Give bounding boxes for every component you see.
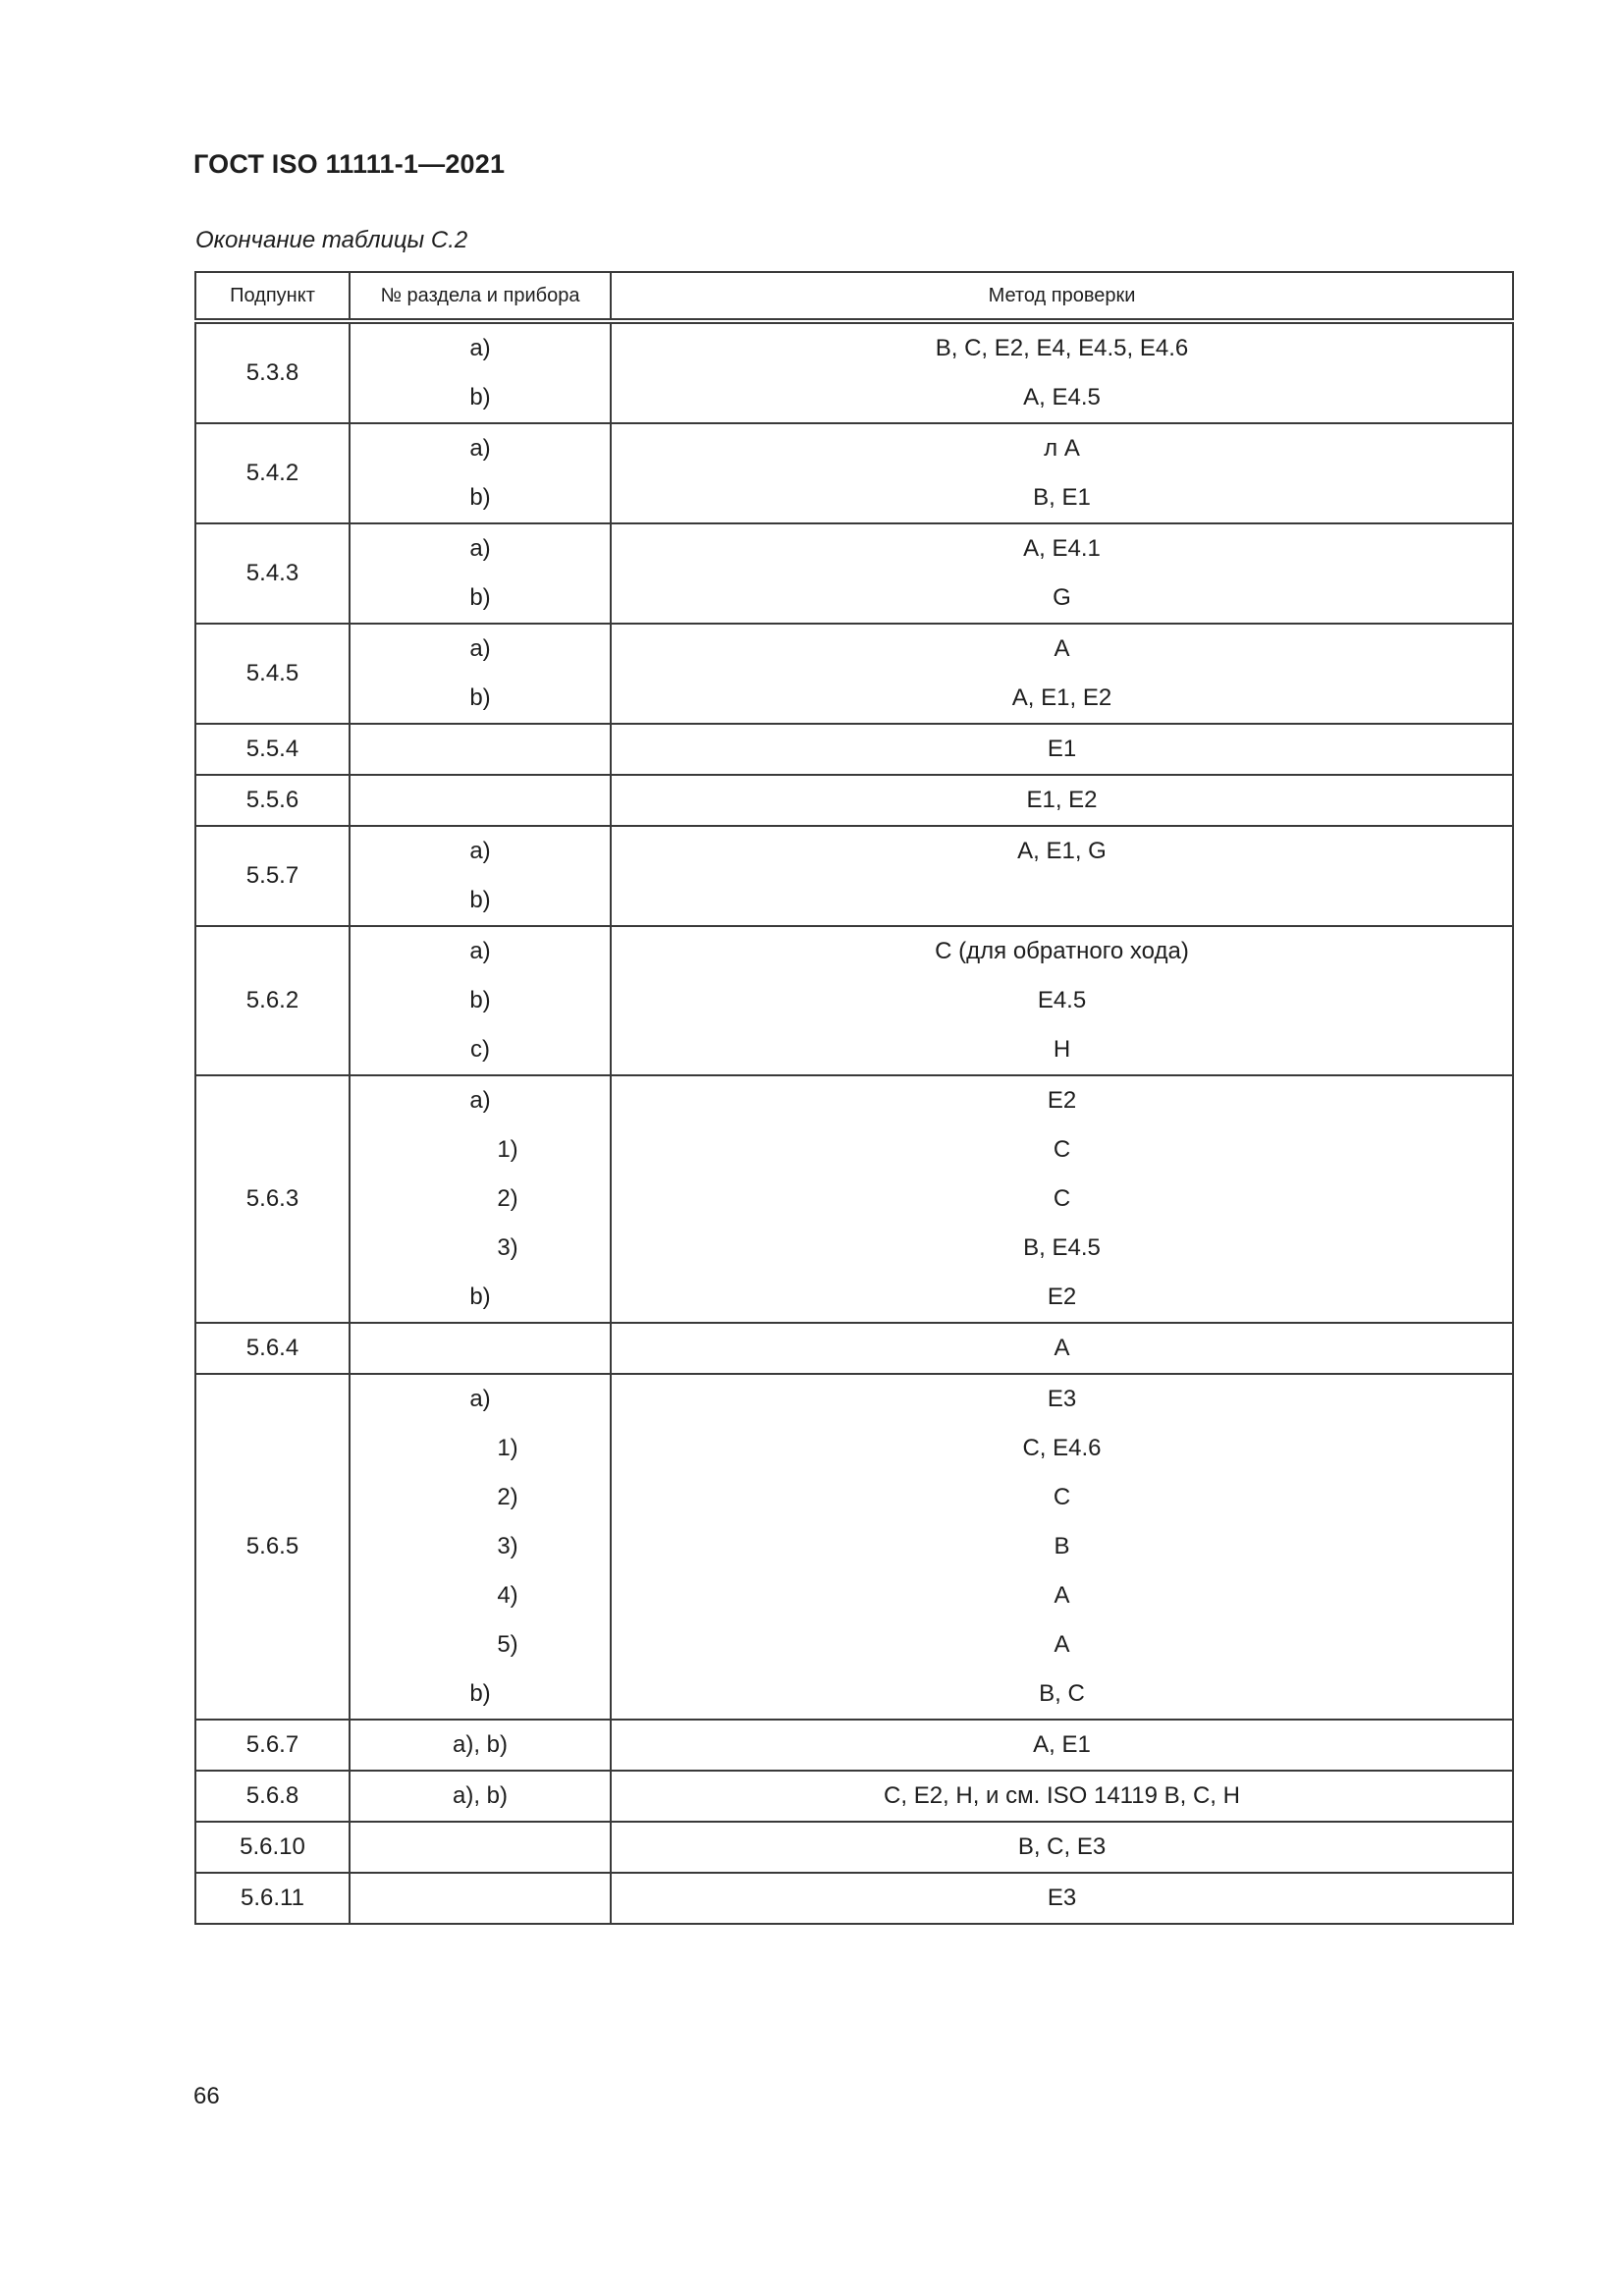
test-method-label: A, E1 — [1033, 1731, 1091, 1758]
test-method-label: C — [1053, 1136, 1071, 1163]
subclause-cell: 5.6.7 — [195, 1720, 350, 1771]
page-number: 66 — [193, 2083, 220, 2109]
section-device-label: b) — [469, 1284, 491, 1310]
section-device-label: 4) — [497, 1582, 518, 1609]
subclause-cell: 5.6.11 — [195, 1873, 350, 1924]
section-device-cell — [350, 826, 611, 926]
section-device-label — [351, 725, 610, 774]
section-device-label — [351, 1874, 610, 1923]
section-device-cell — [350, 1374, 611, 1720]
subclause-cell: 5.4.5 — [195, 624, 350, 724]
section-device-label: 5) — [497, 1631, 518, 1658]
section-device-cell — [350, 1822, 611, 1873]
section-device-cell — [350, 321, 611, 423]
section-device-label: a) — [469, 938, 491, 964]
verification-methods-table — [194, 271, 1514, 1925]
test-method-label: E4.5 — [1037, 987, 1087, 1013]
test-method-label: л А — [1044, 435, 1080, 462]
section-device-label: 1) — [497, 1435, 518, 1461]
test-method-label: G — [1053, 584, 1071, 611]
test-method-label: C, E2, H, и см. ISO 14119 B, C, H — [884, 1782, 1240, 1809]
table-header-row — [195, 272, 1513, 321]
section-device-label: a) — [469, 635, 491, 662]
test-method-label: A — [1054, 635, 1070, 662]
table-row — [195, 1771, 1513, 1822]
section-device-label: b) — [469, 1680, 491, 1707]
test-method-label: C (для обратного хода) — [935, 938, 1189, 964]
section-device-label: a), b) — [452, 1782, 508, 1809]
test-method-label: C — [1053, 1185, 1071, 1212]
table-row — [195, 1075, 1513, 1323]
section-device-label: a) — [469, 435, 491, 462]
subclause-cell: 5.5.4 — [195, 724, 350, 775]
section-device-label: b) — [469, 684, 491, 711]
test-method-cell — [611, 724, 1513, 775]
section-device-label — [351, 776, 610, 825]
section-device-label: b) — [469, 484, 491, 511]
test-method-label: B, E1 — [1033, 484, 1091, 511]
test-method-cell — [611, 423, 1513, 523]
subclause-cell: 5.6.3 — [195, 1075, 350, 1323]
table-row — [195, 926, 1513, 1075]
section-device-label — [351, 1823, 610, 1872]
section-device-label: c) — [470, 1036, 490, 1063]
test-method-cell — [611, 1720, 1513, 1771]
subclause-cell: 5.5.6 — [195, 775, 350, 826]
test-method-cell — [611, 926, 1513, 1075]
table-row — [195, 624, 1513, 724]
test-method-label: E3 — [1047, 1386, 1077, 1412]
section-device-cell — [350, 1771, 611, 1822]
document-header: ГОСТ ISO 11111-1—2021 — [193, 149, 506, 179]
test-method-cell — [611, 1374, 1513, 1720]
subclause-cell: 5.4.2 — [195, 423, 350, 523]
table-row — [195, 321, 1513, 423]
section-device-cell — [350, 1075, 611, 1323]
test-method-label: A, E1, E2 — [1011, 684, 1112, 711]
section-device-label: 1) — [497, 1136, 518, 1163]
column-header-test-method: Метод проверки — [611, 272, 1513, 321]
section-device-cell — [350, 423, 611, 523]
test-method-label: B, C, E2, E4, E4.5, E4.6 — [935, 335, 1189, 361]
subclause-cell: 5.4.3 — [195, 523, 350, 624]
table-row — [195, 775, 1513, 826]
table-caption: Окончание таблицы С.2 — [195, 227, 468, 253]
test-method-label — [612, 876, 1512, 925]
section-device-label: 3) — [497, 1533, 518, 1559]
section-device-label: a) — [469, 535, 491, 562]
test-method-label: E1, E2 — [1026, 787, 1098, 813]
table-row — [195, 826, 1513, 926]
section-device-label: a) — [469, 838, 491, 864]
test-method-label: A, E4.1 — [1023, 535, 1101, 562]
test-method-cell — [611, 775, 1513, 826]
test-method-cell — [611, 321, 1513, 423]
test-method-label: B — [1054, 1533, 1070, 1559]
subclause-cell: 5.5.7 — [195, 826, 350, 926]
section-device-label: 3) — [497, 1234, 518, 1261]
column-header-section-device: № раздела и прибора — [350, 272, 611, 321]
test-method-cell — [611, 624, 1513, 724]
test-method-cell — [611, 1075, 1513, 1323]
table-row — [195, 1873, 1513, 1924]
section-device-label — [351, 1324, 610, 1373]
section-device-cell — [350, 1720, 611, 1771]
test-method-label: C — [1053, 1484, 1071, 1510]
section-device-label: b) — [469, 887, 491, 913]
section-device-label: b) — [469, 384, 491, 410]
column-header-subclause: Подпункт — [195, 272, 350, 321]
subclause-cell: 5.6.5 — [195, 1374, 350, 1720]
table-row — [195, 724, 1513, 775]
section-device-label: b) — [469, 987, 491, 1013]
test-method-label: H — [1053, 1036, 1071, 1063]
subclause-cell: 5.6.10 — [195, 1822, 350, 1873]
test-method-cell — [611, 1771, 1513, 1822]
section-device-label: a) — [469, 1386, 491, 1412]
section-device-cell — [350, 1323, 611, 1374]
section-device-label: a) — [469, 335, 491, 361]
test-method-label: A — [1054, 1335, 1070, 1361]
test-method-label: A, E4.5 — [1023, 384, 1101, 410]
table-row — [195, 523, 1513, 624]
test-method-label: A — [1054, 1631, 1070, 1658]
table-body — [195, 321, 1513, 1924]
test-method-label: E2 — [1047, 1087, 1077, 1114]
section-device-label: a) — [469, 1087, 491, 1114]
section-device-label: 2) — [497, 1484, 518, 1510]
subclause-cell: 5.6.8 — [195, 1771, 350, 1822]
section-device-cell — [350, 1873, 611, 1924]
table-row — [195, 1323, 1513, 1374]
test-method-cell — [611, 826, 1513, 926]
section-device-cell — [350, 926, 611, 1075]
section-device-label: b) — [469, 584, 491, 611]
section-device-cell — [350, 523, 611, 624]
test-method-cell — [611, 1822, 1513, 1873]
table-row — [195, 1374, 1513, 1720]
test-method-cell — [611, 1323, 1513, 1374]
test-method-cell — [611, 523, 1513, 624]
section-device-cell — [350, 624, 611, 724]
table-row — [195, 1720, 1513, 1771]
test-method-label: E2 — [1047, 1284, 1077, 1310]
section-device-label: a), b) — [452, 1731, 508, 1758]
section-device-label: 2) — [497, 1185, 518, 1212]
test-method-label: B, E4.5 — [1023, 1234, 1101, 1261]
test-method-label: B, C — [1039, 1680, 1085, 1707]
test-method-label: E3 — [1047, 1885, 1077, 1911]
test-method-label: C, E4.6 — [1022, 1435, 1102, 1461]
test-method-label: A, E1, G — [1017, 838, 1107, 864]
subclause-cell: 5.3.8 — [195, 321, 350, 423]
test-method-label: A — [1054, 1582, 1070, 1609]
test-method-label: E1 — [1047, 736, 1077, 762]
section-device-cell — [350, 724, 611, 775]
section-device-cell — [350, 775, 611, 826]
subclause-cell: 5.6.4 — [195, 1323, 350, 1374]
test-method-label: B, C, E3 — [1017, 1833, 1107, 1860]
table-row — [195, 1822, 1513, 1873]
subclause-cell: 5.6.2 — [195, 926, 350, 1075]
test-method-cell — [611, 1873, 1513, 1924]
table-row — [195, 423, 1513, 523]
